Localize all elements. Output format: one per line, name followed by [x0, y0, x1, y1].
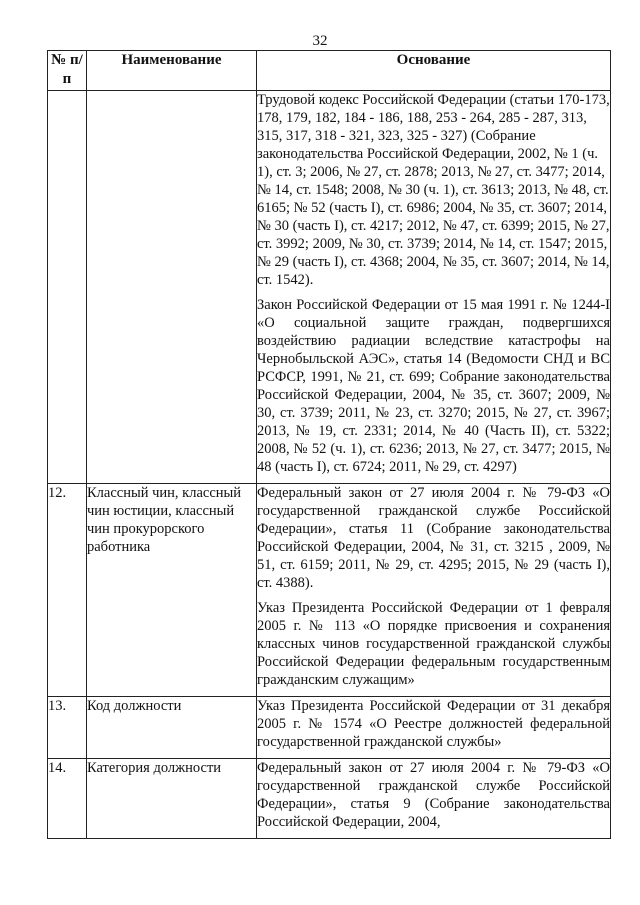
header-basis: Основание [257, 51, 611, 91]
row-number: 12. [48, 484, 87, 697]
row-name: Классный чин, классный чин юстиции, классный чин прокурорского работника [87, 484, 257, 697]
table-header-row [48, 51, 611, 91]
row-basis [257, 91, 611, 484]
basis-paragraph: Трудовой кодекс Российской Федерации (статьи 170-173, 178, 179, 182, 184 - 186, 188, 253 - 264, 285 - 287, 313, 315, 317, 318 - 321, 323, 325 - 327) (Собрание законодательства Российской Федерации, 2002, № 1 (ч. 1), ст. 3; 2006, № 27, ст. 2878; 2013, № 27, ст. 3477; 2014, № 14, ст. 1548; 2008, № 30 (ч. 1), ст. 3613; 2013, № 48, ст. 6165; № 52 (часть I), ст. 6986; 2004, № 35, ст. 3607; 2014, № 30 (часть I), ст. 4217; 2012, № 47, ст. 6399; 2015, № 27, ст. 3992; 2009, № 30, ст. 3739; 2014, № 14, ст. 1547; 2015, № 29 (часть I), ст. 4368; 2004, № 35, ст. 3607; 2014, № 14, ст. 1542). [257, 92, 610, 288]
page-number: 32 [312, 33, 328, 49]
legal-basis-table [47, 50, 611, 839]
table-row [48, 759, 611, 839]
header-number: № п/п [48, 51, 87, 91]
row-number: 14. [48, 759, 87, 839]
basis-paragraph: Федеральный закон от 27 июля 2004 г. № 79-ФЗ «О государственной гражданской службе Российской Федерации», статья 11 (Собрание законодательства Российской Федерации, 2004, № 31, ст. 3215 , 2009, № 51, ст. 6159; 2011, № 29, ст. 4295; 2015, № 29 (часть I), ст. 4388). [257, 485, 610, 591]
basis-paragraph: Указ Президента Российской Федерации от 1 февраля 2005 г. № 113 «О порядке присвоения и сохранения классных чинов государственной гражданской службы Российской Федерации федеральным государственным гражданским служащим» [257, 600, 610, 688]
row-basis [257, 697, 611, 759]
basis-paragraph: Закон Российской Федерации от 15 мая 1991 г. № 1244-I «О социальной защите граждан, подвергшихся воздействию радиации вследствие катастрофы на Чернобыльской АЭС», статья 14 (Ведомости СНД и ВС РСФСР, 1991, № 21, ст. 699; Собрание законодательства Российской Федерации, 2004, № 35, ст. 3607; 2009, № 30, ст. 3739; 2011, № 23, ст. 3270; 2015, № 27, ст. 3967; 2013, № 19, ст. 2331; 2014, № 40 (Часть II), ст. 5322; 2008, № 52 (ч. 1), ст. 6236; 2013, № 27, ст. 3477; 2015, № 48 (часть I), ст. 6724; 2011, № 29, ст. 4297) [257, 297, 610, 475]
row-basis [257, 484, 611, 697]
header-name: Наименование [87, 51, 257, 91]
basis-paragraph: Федеральный закон от 27 июля 2004 г. № 79-ФЗ «О государственной гражданской службе Российской Федерации», статья 9 (Собрание законодательства Российской Федерации, 2004, [257, 760, 610, 830]
basis-paragraph: Указ Президента Российской Федерации от 31 декабря 2005 г. № 1574 «О Реестре должностей федеральной государственной гражданской службы» [257, 698, 610, 750]
row-basis [257, 759, 611, 839]
row-number: 13. [48, 697, 87, 759]
row-name: Код должности [87, 697, 257, 759]
table-row [48, 697, 611, 759]
row-name [87, 91, 257, 484]
row-name: Категория должности [87, 759, 257, 839]
table-row [48, 91, 611, 484]
row-number [48, 91, 87, 484]
table-row [48, 484, 611, 697]
